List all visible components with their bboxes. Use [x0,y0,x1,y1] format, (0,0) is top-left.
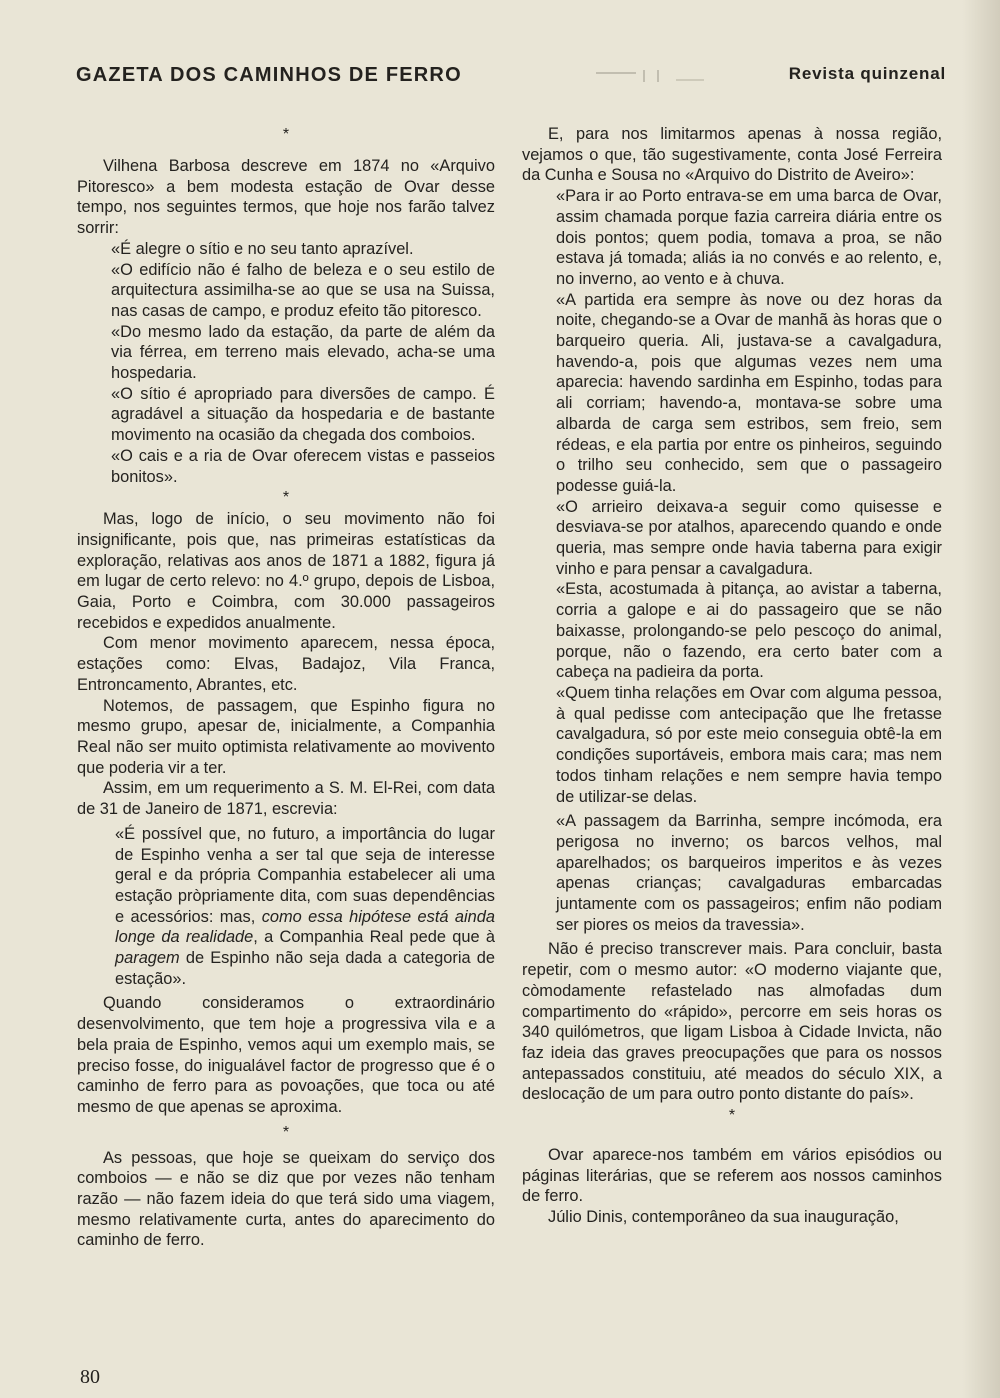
section-separator: * [728,1107,736,1125]
journal-title: GAZETA DOS CAMINHOS DE FERRO [76,64,462,86]
quote-text: , a Companhia Real pede que à [253,928,495,947]
quote-text: de Espinho não seja dada a categoria de estação». [115,949,495,988]
quote-paragraph: «Do mesmo lado da estação, da parte de além da via férrea, em terreno mais elevado, acha-se uma hospedaria. [111,322,495,383]
paragraph: Ovar aparece-nos também em vários episódios ou páginas literárias, que se referem aos nossos caminhos de ferro. [522,1146,942,1206]
left-column [77,124,495,1251]
page-header [76,60,946,92]
paragraph: Não é preciso transcrever mais. Para concluir, basta repetir, com o mesmo autor: «O moderno viajante que, còmodamente refastelado nas almofadas dum compartimento do «rápido», percorre em seis horas os 340 quilómetros, que ligam Lisboa à Cidade Invicta, não faz ideia das graves preocupações que para os nossos antepassados constituiu, até meados do século XIX, a deslocação de um para outro ponto distante do país». [522,940,942,1104]
header-smudge-mark [596,70,706,82]
section-separator: * [282,126,290,143]
quote-paragraph: «O cais e a ria de Ovar oferecem vistas e passeios bonitos». [111,446,495,486]
quote-paragraph: «Quem tinha relações em Ovar com alguma pessoa, à qual pedisse com antecipação que lhe fretasse cavalgadura, só por este meio conseguia obtê-la em condições suportáveis, embora mais cara; mas nem todos tinham relações e nem sempre havia tempo de utilizar-se delas. [556,683,942,806]
paragraph: Notemos, de passagem, que Espinho figura no mesmo grupo, apesar de, inicialmente, a Companhia Real não ser muito optimista relativamente ao movivento que poderia vir a ter. [77,696,495,777]
right-column [522,124,942,1228]
paragraph: As pessoas, que hoje se queixam do serviço dos comboios — e não se diz que por vezes não tenham razão — não fazem ideia do que terá sido uma viagem, mesmo relativamente curta, antes do aparecimento do caminho de ferro. [77,1148,495,1250]
quote-italic-text: como essa hipótese está ainda longe da realidade [115,907,495,947]
quote-paragraph: «O edifício não é falho de beleza e o seu estilo de arquitectura assimilha-se ao que se usa na Suissa, nas casas de campo, e produz efeito tão pitoresco. [111,260,495,320]
header-smudge [596,70,706,82]
paragraph: Quando consideramos o extraordinário desenvolvimento, que tem hoje a progressiva vila e a bela praia de Espinho, vemos aqui um exemplo mais, se preciso fosse, do inigualável factor de progresso que é o caminho de ferro para as povoações, que toca ou até mesmo de que apenas se aproxima. [77,994,495,1116]
paragraph: Mas, logo de início, o seu movimento não foi insignificante, pois que, nas primeiras estatísticas da exploração, relativas aos anos de 1871 a 1882, figura já em lugar de certo relevo: no 4.º grupo, depois de Lisboa, Gaia, Porto e Coimbra, com 30.000 passageiros recebidos e expedidos anualmente. [77,510,495,632]
section-separator: * [282,489,290,507]
paragraph: Assim, em um requerimento a S. M. El-Rei, com data de 31 de Janeiro de 1871, escrevia: [77,779,495,819]
paragraph: Júlio Dinis, contemporâneo da sua inauguração, [548,1208,899,1227]
quote-italic-text: paragem [115,949,180,968]
quote-paragraph: «A passagem da Barrinha, sempre incómoda, era perigosa no inverno; os barcos velhos, mal aparelhados; os barqueiros imperitos e às vezes apenas crianças; cavalgaduras embarcadas juntamente com os passageiros; enfim não podiam ser piores os meios da travessia». [556,812,942,934]
paragraph: E, para nos limitarmos apenas à nossa região, vejamos o que, tão sugestivamente, conta José Ferreira da Cunha e Sousa no «Arquivo do Distrito de Aveiro»: [522,125,942,185]
quote-text: «É possível que, no futuro, a importância do lugar de Espinho venha a ser tal que seja de interesse geral e da própria Companhia estabelecer ali uma estação pròpriamente dita, com suas dependências e acessórios: mas, [115,824,495,926]
page-spine-shadow [962,0,1000,1398]
paragraph: Com menor movimento aparecem, nessa época, estações como: Elvas, Badajoz, Vila Franca, Entroncamento, Abrantes, etc. [77,634,495,694]
quote-paragraph-requerimento [77,824,495,990]
quote-paragraph: «É alegre o sítio e no seu tanto aprazível. [111,239,414,258]
paragraph: Vilhena Barbosa descreve em 1874 no «Arquivo Pitoresco» a bem modesta estação de Ovar desse tempo, nos seguintes termos, que hoje nos farão talvez sorrir: [77,157,495,238]
quote-paragraph: «O sítio é apropriado para diversões de campo. É agradável a situação da hospedaria e de bastante movimento na ocasião da chegada dos comboios. [111,384,495,445]
quote-paragraph: «Esta, acostumada à pitança, ao avistar a taberna, corria a galope e ai do passageiro que se não baixasse, prolongando-se pelo pescoço do animal, porque, não o fazendo, era certo bater com a cabeça na padieira da porta. [556,580,942,682]
quote-paragraph: «O arrieiro deixava-a seguir como quisesse e desviava-se por atalhos, aparecendo quando e onde queria, mas sempre onde havia taberna para exigir vinho e para pensar a cavalgadura. [556,497,942,578]
section-separator: * [282,1123,290,1141]
quote-paragraph: «A partida era sempre às nove ou dez horas da noite, chegando-se a Ovar de manhã às horas que o barqueiro queria. Ali, justava-se a cavalgadura, havendo-a, pois que algumas vezes nem uma aparecia: havendo sardinha em Espinho, todas para ali corriam; havendo-a, montava-se sobre uma albarda de carga sem estribos, sem freio, sem rédeas, e ela partia por entre os pinheiros, seguindo o trilho seu conhecido, sem que o passageiro podesse guiá-la. [556,290,942,495]
page-number: 80 [80,1366,100,1388]
journal-subtitle: Revista quinzenal [788,64,946,83]
quote-paragraph: «Para ir ao Porto entrava-se em uma barca de Ovar, assim chamada porque fazia carreira diária entre os dois pontos; quem podia, tomava a proa, se não estava já tomada; aliás ia no convés e ao relento, e, no inverno, ao vento e à chuva. [556,187,942,288]
